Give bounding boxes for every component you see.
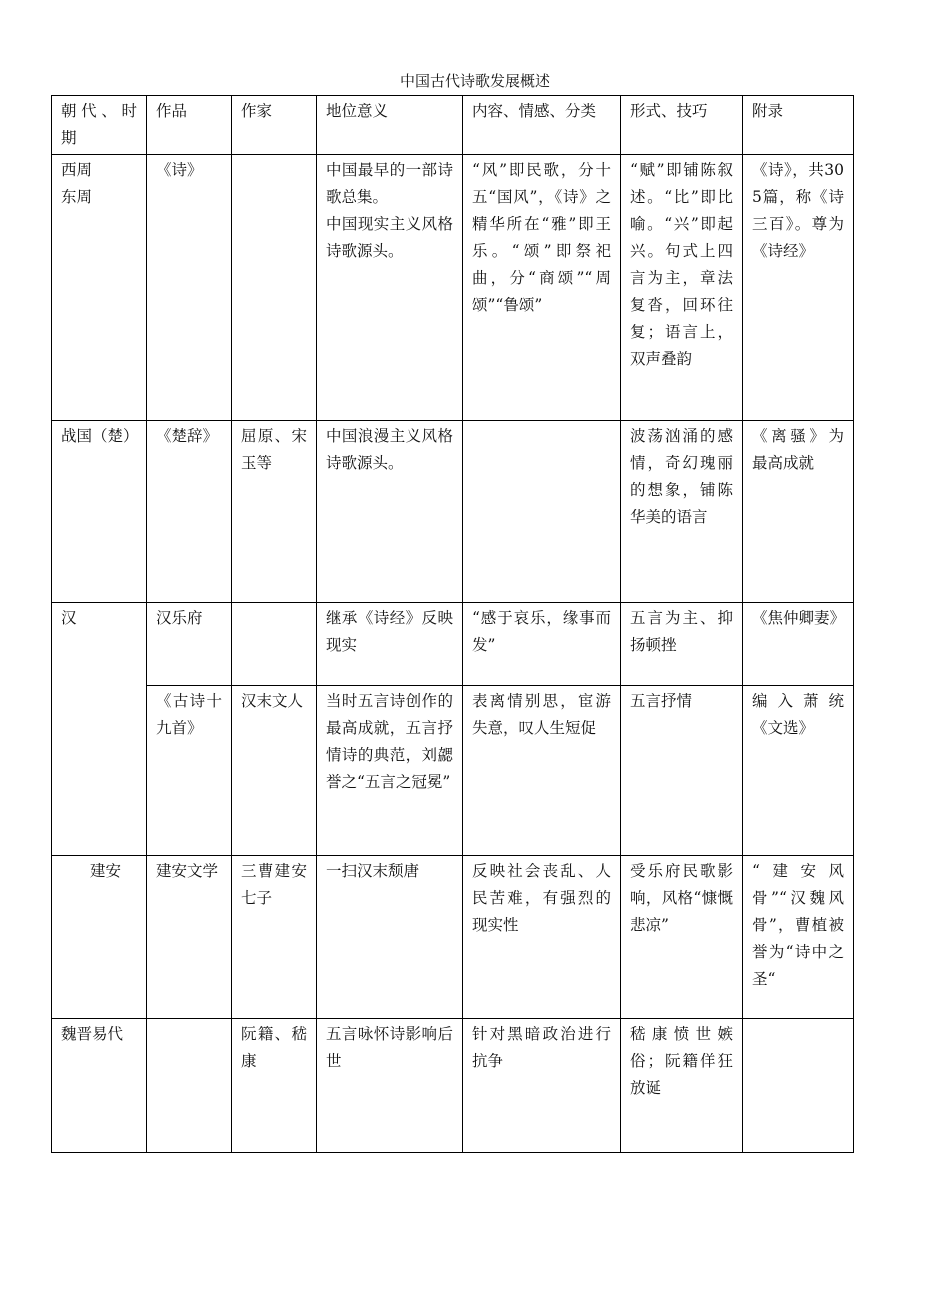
cell-dynasty: 西周 东周 [52,155,147,421]
cell-author: 三曹建安七子 [232,856,317,1019]
header-author: 作家 [232,96,317,155]
cell-appendix: “建安风骨”“汉魏风骨”，曹植被誉为“诗中之圣“ [743,856,854,1019]
cell-dynasty: 建安 [52,856,147,1019]
cell-content: “感于哀乐，缘事而发” [463,603,621,686]
header-appendix: 附录 [743,96,854,155]
cell-form: 波荡汹涌的感情，奇幻瑰丽的想象，铺陈华美的语言 [621,421,743,603]
cell-author: 汉末文人 [232,686,317,856]
table-row-weijin [52,1019,854,1153]
table-row-han-yuefu [52,603,854,686]
cell-appendix: 《诗》，共305篇，称《诗三百》。尊为《诗经》 [743,155,854,421]
cell-content: 针对黑暗政治进行抗争 [463,1019,621,1153]
cell-content: “风”即民歌，分十五“国风”，《诗》之精华所在“雅”即王乐。“颂”即祭祀曲，分“商颂”“周颂”“鲁颂” [463,155,621,421]
table-row-zhou [52,155,854,421]
document-title: 中国古代诗歌发展概述 [399,72,550,90]
poetry-overview-table [51,95,854,1153]
cell-content [463,421,621,603]
header-form: 形式、技巧 [621,96,743,155]
cell-author: 屈原、宋玉等 [232,421,317,603]
cell-form: 受乐府民歌影响，风格“慷慨悲凉” [621,856,743,1019]
cell-appendix [743,1019,854,1153]
cell-content: 反映社会丧乱、人民苦难，有强烈的现实性 [463,856,621,1019]
header-content: 内容、情感、分类 [463,96,621,155]
cell-dynasty: 魏晋易代 [52,1019,147,1153]
cell-author [232,155,317,421]
cell-work [147,1019,232,1153]
cell-significance: 一扫汉末颓唐 [317,856,463,1019]
table-row-jianan [52,856,854,1019]
table-row-han-nineteen [52,686,854,856]
cell-work: 汉乐府 [147,603,232,686]
cell-content: 表离情别思，宦游失意，叹人生短促 [463,686,621,856]
cell-appendix: 《焦仲卿妻》 [743,603,854,686]
table-row-chu [52,421,854,603]
cell-form: 嵇康愤世嫉俗；阮籍佯狂放诞 [621,1019,743,1153]
header-dynasty: 朝代、时期 [52,96,147,155]
cell-significance: 当时五言诗创作的最高成就，五言抒情诗的典范，刘勰誉之“五言之冠冕” [317,686,463,856]
cell-appendix: 编入萧统《文选》 [743,686,854,856]
cell-dynasty: 战国（楚） [52,421,147,603]
cell-dynasty: 汉 [52,603,147,856]
cell-significance: 中国浪漫主义风格诗歌源头。 [317,421,463,603]
header-row [52,96,854,155]
cell-significance: 中国最早的一部诗歌总集。 中国现实主义风格诗歌源头。 [317,155,463,421]
cell-author: 阮籍、嵇康 [232,1019,317,1153]
header-significance: 地位意义 [317,96,463,155]
header-work: 作品 [147,96,232,155]
cell-work: 《诗》 [147,155,232,421]
cell-author [232,603,317,686]
cell-form: 五言抒情 [621,686,743,856]
cell-form: “赋”即铺陈叙述。“比”即比喻。“兴”即起兴。句式上四言为主，章法复沓，回环往复；语言上，双声叠韵 [621,155,743,421]
cell-work: 《古诗十九首》 [147,686,232,856]
cell-work: 建安文学 [147,856,232,1019]
cell-significance: 继承《诗经》反映现实 [317,603,463,686]
cell-significance: 五言咏怀诗影响后世 [317,1019,463,1153]
cell-appendix: 《离骚》为最高成就 [743,421,854,603]
cell-form: 五言为主、抑扬顿挫 [621,603,743,686]
cell-work: 《楚辞》 [147,421,232,603]
